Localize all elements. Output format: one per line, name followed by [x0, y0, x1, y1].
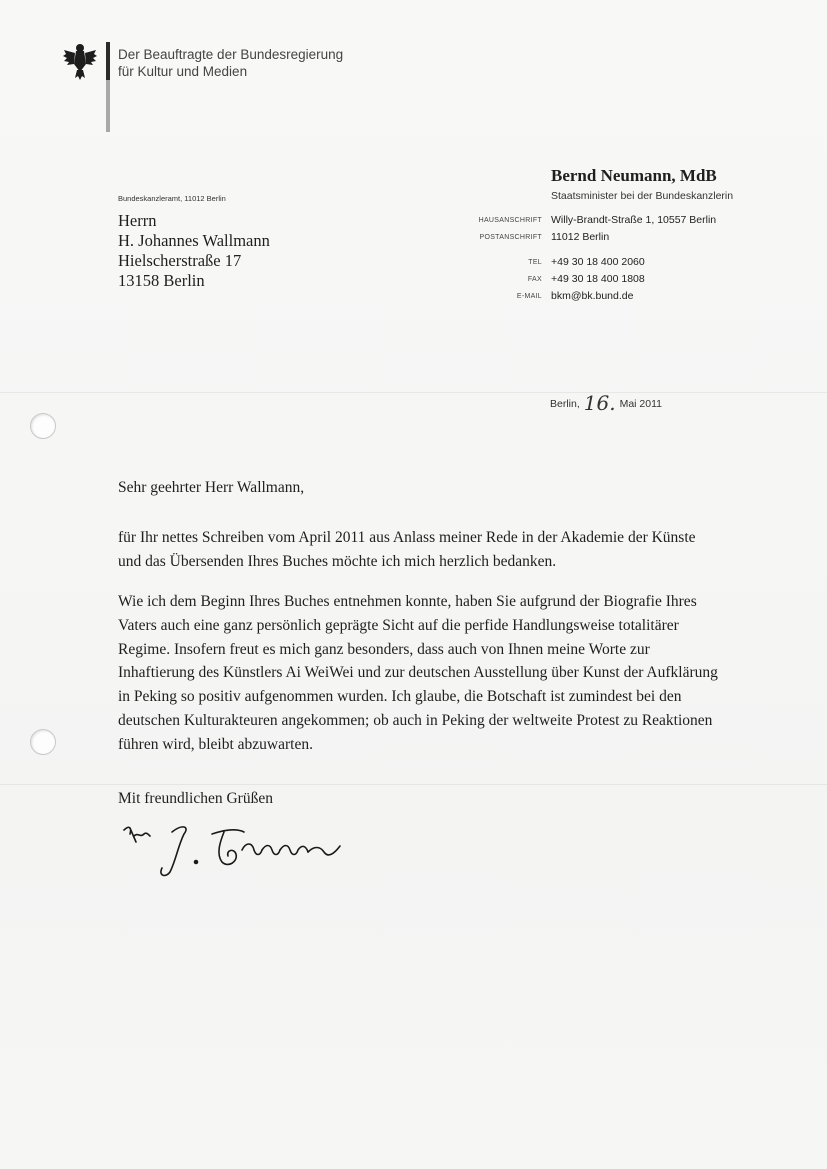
date-month-year: Mai 2011 [619, 398, 662, 410]
contact-row [440, 231, 780, 247]
letterhead-bar [106, 42, 110, 132]
salutation: Sehr geehrter Herr Wallmann, [118, 479, 305, 496]
contact-label: TEL [528, 259, 542, 266]
return-address: Bundeskanzleramt, 11012 Berlin [118, 194, 226, 203]
recipient-address [118, 211, 270, 291]
contact-label: E-MAIL [516, 293, 542, 300]
recipient-line: 13158 Berlin [118, 271, 205, 290]
fold-line [0, 392, 827, 393]
closing: Mit freundlichen Grüßen [118, 790, 273, 807]
letter-date [550, 388, 662, 415]
date-city: Berlin, [550, 398, 580, 410]
contact-value: +49 30 18 400 2060 [551, 256, 645, 268]
recipient-line: Herrn [118, 211, 157, 230]
contact-row [440, 214, 780, 230]
body-paragraph: Wie ich dem Beginn Ihres Buches entnehmen konnte, haben Sie aufgrund der Biografie Ihres Vaters auch eine ganz persönlich geprägte Sicht auf die perfide Handlungsweise totalitärer Regime. Insofern freut es mich ganz besonders, dass auch von Ihnen meine Worte zur Inhaftierung des Künstlers Ai WeiWei und zur deutschen Ausstellung über Kunst der Aufklärung in Peking so positiv aufgenommen wurden. Ich glaube, die Botschaft ist zumindest bei den deutschen Kulturakteuren angekommen; ob auch in Peking der weltweite Protest zu Reaktionen führen wird, bleibt abzuwarten. [118, 593, 718, 753]
body-paragraph: für Ihr nettes Schreiben vom April 2011 aus Anlass meiner Rede in der Akademie der Künste und das Übersenden Ihres Buches möchte ich mich herzlich bedanken. [118, 529, 696, 570]
contact-label: HAUSANSCHRIFT [478, 217, 542, 224]
sender-name: Bernd Neumann, MdB [551, 166, 717, 185]
authority-name [118, 46, 343, 80]
sender-title: Staatsminister bei der Bundeskanzlerin [551, 190, 734, 202]
contact-row [440, 290, 780, 306]
contact-value: 11012 Berlin [551, 231, 610, 243]
contact-label: POSTANSCHRIFT [479, 234, 542, 241]
contact-label: FAX [527, 276, 542, 283]
contact-value: +49 30 18 400 1808 [551, 273, 645, 285]
federal-eagle-icon [62, 42, 98, 82]
authority-line-1: Der Beauftragte der Bundesregierung [118, 47, 344, 62]
contact-row [440, 273, 780, 289]
contact-row [440, 256, 780, 272]
contact-value: bkm@bk.bund.de [551, 290, 634, 302]
handwritten-signature [120, 820, 360, 890]
contact-value: Willy-Brandt-Straße 1, 10557 Berlin [551, 214, 717, 226]
recipient-line: Hielscherstraße 17 [118, 251, 242, 270]
authority-line-2: für Kultur und Medien [118, 64, 248, 79]
fold-line [0, 784, 827, 785]
recipient-line: H. Johannes Wallmann [118, 231, 270, 250]
punch-hole [30, 413, 56, 439]
punch-hole [30, 729, 56, 755]
date-day-handwritten: 16. [583, 391, 616, 415]
